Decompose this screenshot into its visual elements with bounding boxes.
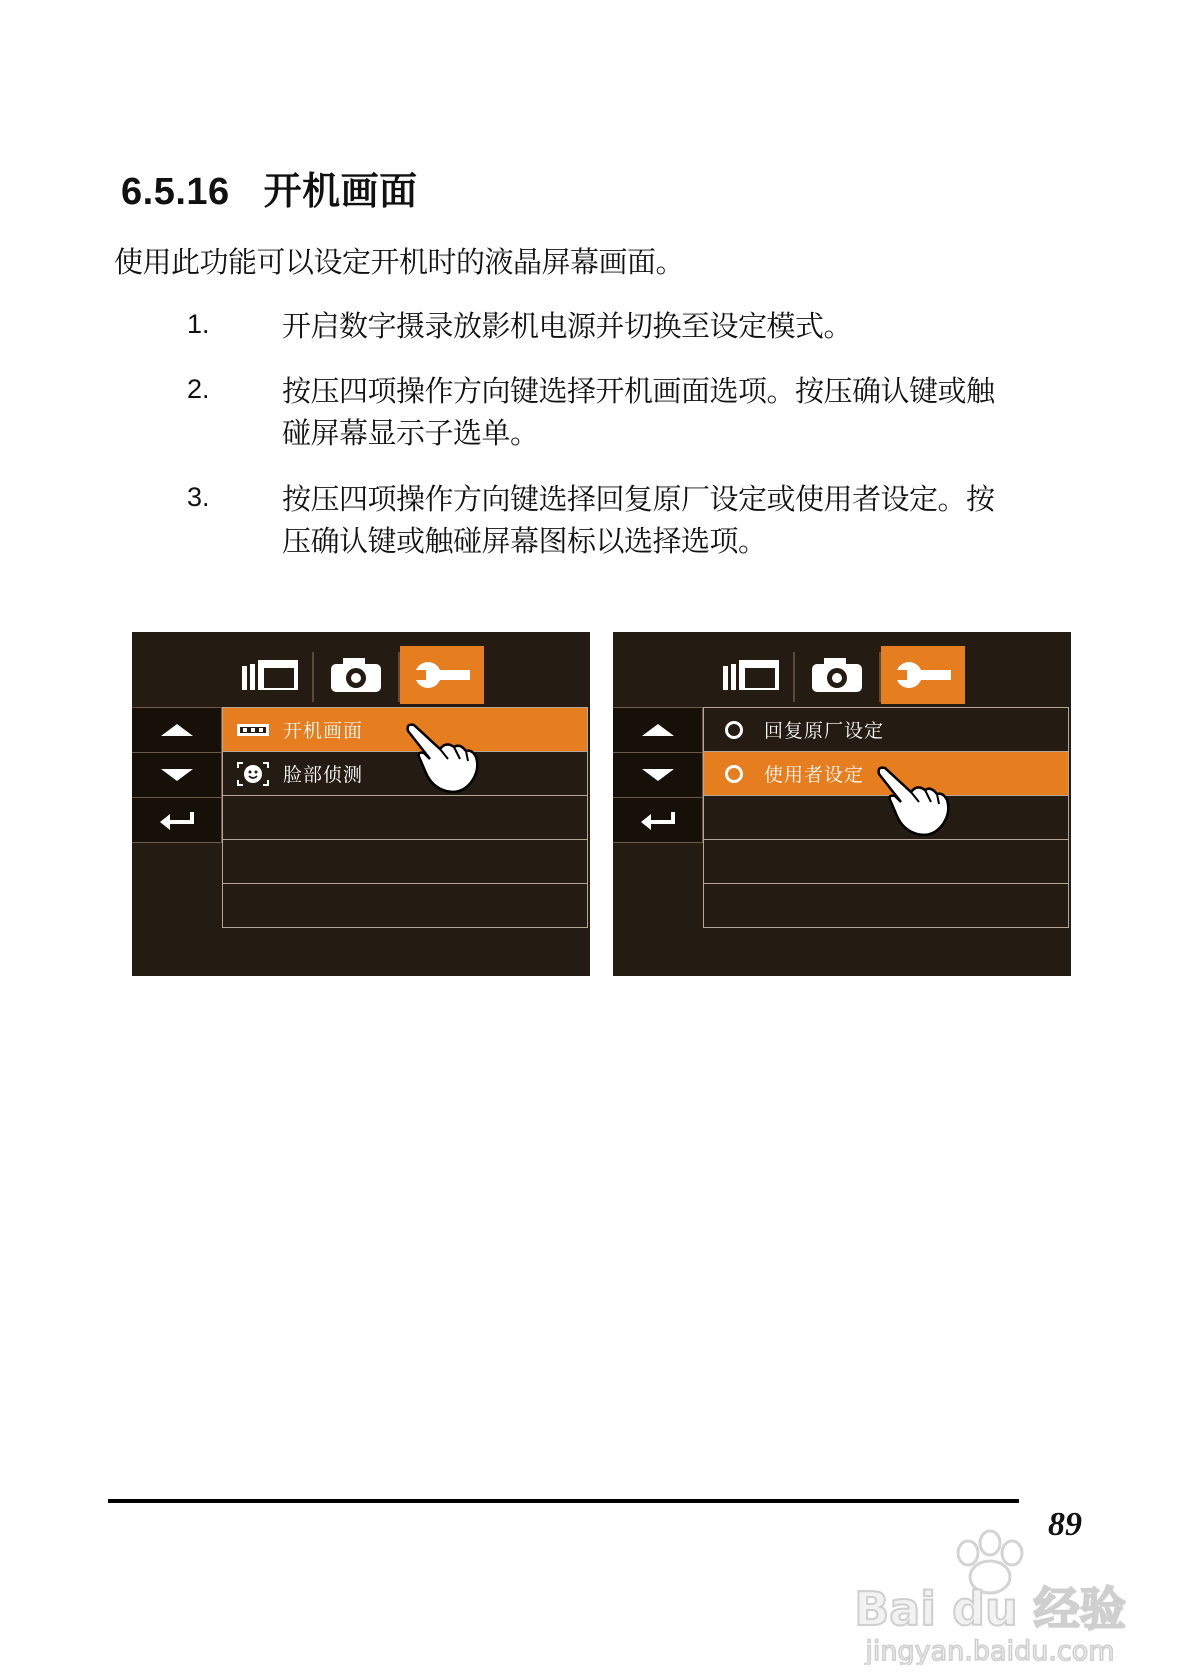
watermark-url: jingyan.baidu.com xyxy=(865,1636,1115,1665)
nav-return-button[interactable] xyxy=(613,798,702,842)
step-line: 按压四项操作方向键选择开机画面选项。按压确认键或触 xyxy=(282,374,995,408)
radio-icon xyxy=(725,721,743,739)
radio-icon xyxy=(725,765,743,783)
pointing-hand-icon xyxy=(873,762,953,842)
pointing-hand-icon xyxy=(402,719,482,799)
option-label: 使用者设定 xyxy=(764,764,865,786)
menu-item-label: 脸部侦测 xyxy=(283,764,364,786)
camera-screen-startup-submenu xyxy=(613,632,1071,976)
option-factory-reset[interactable] xyxy=(704,707,1068,751)
step-text xyxy=(282,478,1082,562)
face-detect-icon xyxy=(236,761,270,787)
camera-screen-startup-menu xyxy=(132,632,590,976)
wrench-icon xyxy=(893,658,953,692)
video-mode-icon xyxy=(721,658,781,692)
camera-icon xyxy=(329,656,383,694)
tab-camera[interactable] xyxy=(314,646,398,704)
option-label: 回复原厂设定 xyxy=(764,720,885,742)
video-mode-icon xyxy=(240,658,300,692)
arrow-down-icon xyxy=(640,767,676,783)
startup-screen-icon xyxy=(236,722,270,738)
step-text xyxy=(282,305,1082,347)
tab-camera[interactable] xyxy=(795,646,879,704)
menu-item-empty xyxy=(704,883,1068,927)
menu-item-empty xyxy=(223,883,587,927)
tab-video[interactable] xyxy=(709,646,793,704)
tab-settings[interactable] xyxy=(400,646,484,704)
arrow-down-icon xyxy=(159,767,195,783)
camera-icon xyxy=(810,656,864,694)
nav-up-button[interactable] xyxy=(613,708,702,753)
section-title: 开机画面 xyxy=(263,171,418,213)
section-number: 6.5.16 xyxy=(121,171,230,213)
arrow-up-icon xyxy=(159,722,195,738)
footer-rule xyxy=(108,1499,1019,1503)
menu-item-empty xyxy=(223,795,587,839)
step-line: 碰屏幕显示子选单。 xyxy=(282,416,539,450)
nav-up-button[interactable] xyxy=(132,708,221,753)
tab-video[interactable] xyxy=(228,646,312,704)
step-number: 1. xyxy=(187,309,210,339)
return-icon xyxy=(639,810,677,830)
nav-down-button[interactable] xyxy=(132,753,221,798)
step-number: 3. xyxy=(187,482,210,512)
watermark-brand: Bai du 经验 xyxy=(854,1582,1126,1636)
nav-return-button[interactable] xyxy=(132,798,221,842)
baidu-jingyan-watermark xyxy=(850,1515,1140,1665)
step-line: 压确认键或触碰屏幕图标以选择选项。 xyxy=(282,524,767,558)
section-heading xyxy=(121,160,418,215)
intro-text: 使用此功能可以设定开机时的液晶屏幕画面。 xyxy=(114,245,685,279)
tab-settings[interactable] xyxy=(881,646,965,704)
wrench-icon xyxy=(412,658,472,692)
step-line: 开启数字摄录放影机电源并切换至设定模式。 xyxy=(282,309,853,343)
return-icon xyxy=(158,810,196,830)
nav-down-button[interactable] xyxy=(613,753,702,798)
step-text xyxy=(282,370,1082,454)
arrow-up-icon xyxy=(640,722,676,738)
menu-item-empty xyxy=(223,839,587,883)
step-number: 2. xyxy=(187,374,210,404)
menu-item-label: 开机画面 xyxy=(283,720,364,742)
page-number: 89 xyxy=(1048,1506,1082,1543)
nav-column xyxy=(132,707,222,843)
step-line: 按压四项操作方向键选择回复原厂设定或使用者设定。按 xyxy=(282,482,995,516)
menu-item-empty xyxy=(704,839,1068,883)
nav-column xyxy=(613,707,703,843)
